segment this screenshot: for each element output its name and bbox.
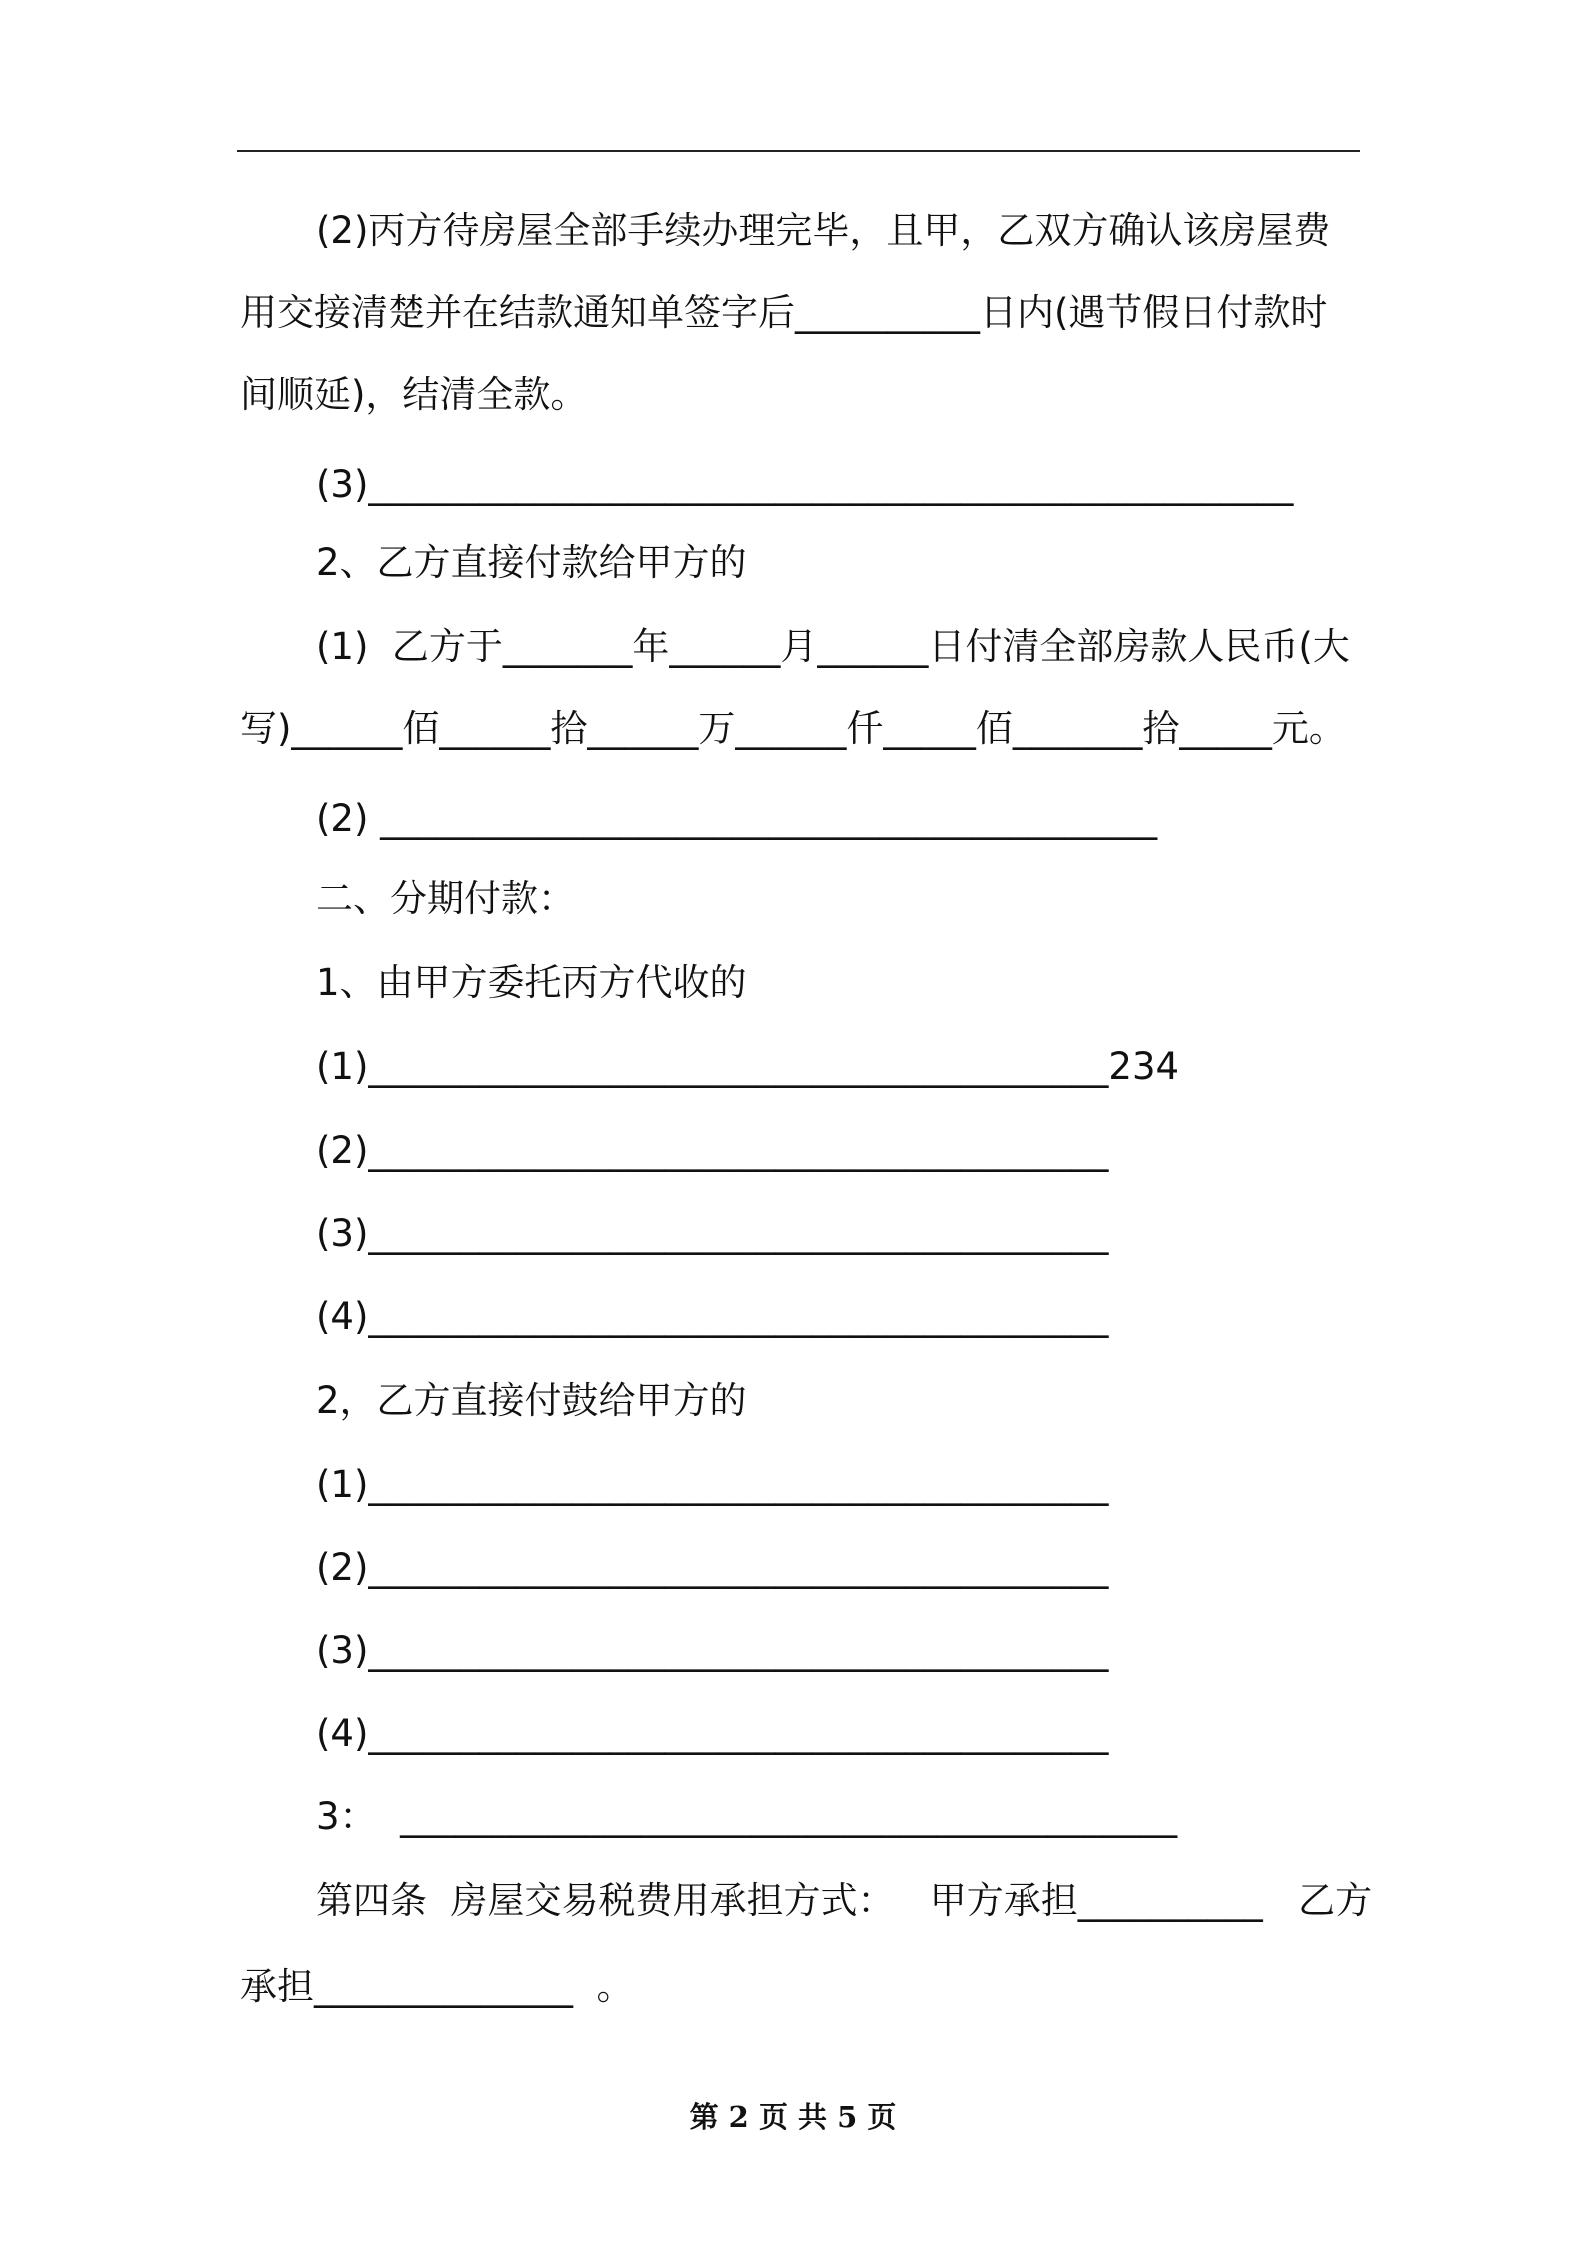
text-line-15: 2，乙方直接付鼓给甲方的 <box>316 1379 747 1422</box>
text-line-16: (1)________________________________________ <box>316 1463 1109 1506</box>
text-line-10: 1、由甲方委托丙方代收的 <box>316 961 747 1004</box>
text-line-7: 写)______佰______拾______万______仟_____佰_______拾_____元。 <box>240 707 1346 750</box>
section-heading-installment: 二、分期付款： <box>316 877 575 920</box>
text-line-6: (1) 乙方于_______年______月______日付清全部房款人民币(大 <box>316 625 1350 668</box>
text-line-1: (2)丙方待房屋全部手续办理完毕，且甲，乙双方确认该房屋费 <box>316 209 1331 252</box>
text-line-19: (4)________________________________________ <box>316 1712 1109 1755</box>
text-line-22: 承担______________ 。 <box>240 1965 634 2008</box>
header-rule <box>237 150 1360 152</box>
text-line-20: 3： __________________________________________ <box>316 1795 1178 1838</box>
text-line-5: 2、乙方直接付款给甲方的 <box>316 541 747 584</box>
text-line-17: (2)________________________________________ <box>316 1546 1109 1589</box>
text-line-3: 间顺延)，结清全款。 <box>240 373 588 416</box>
article-four-line: 第四条 房屋交易税费用承担方式： 甲方承担__________ 乙方 <box>316 1879 1373 1922</box>
text-line-18: (3)________________________________________ <box>316 1629 1109 1672</box>
page-number-footer: 第 2 页 共 5 页 <box>689 2100 897 2134</box>
text-line-11: (1)________________________________________234 <box>316 1045 1180 1088</box>
text-line-13: (3)________________________________________ <box>316 1212 1109 1255</box>
text-line-8: (2) __________________________________________ <box>316 797 1158 840</box>
text-line-2: 用交接清楚并在结款通知单签字后__________日内(遇节假日付款时 <box>240 291 1328 334</box>
text-line-12: (2)________________________________________ <box>316 1129 1109 1172</box>
text-line-4: (3)__________________________________________________ <box>316 463 1294 506</box>
text-line-14: (4)________________________________________ <box>316 1295 1109 1338</box>
